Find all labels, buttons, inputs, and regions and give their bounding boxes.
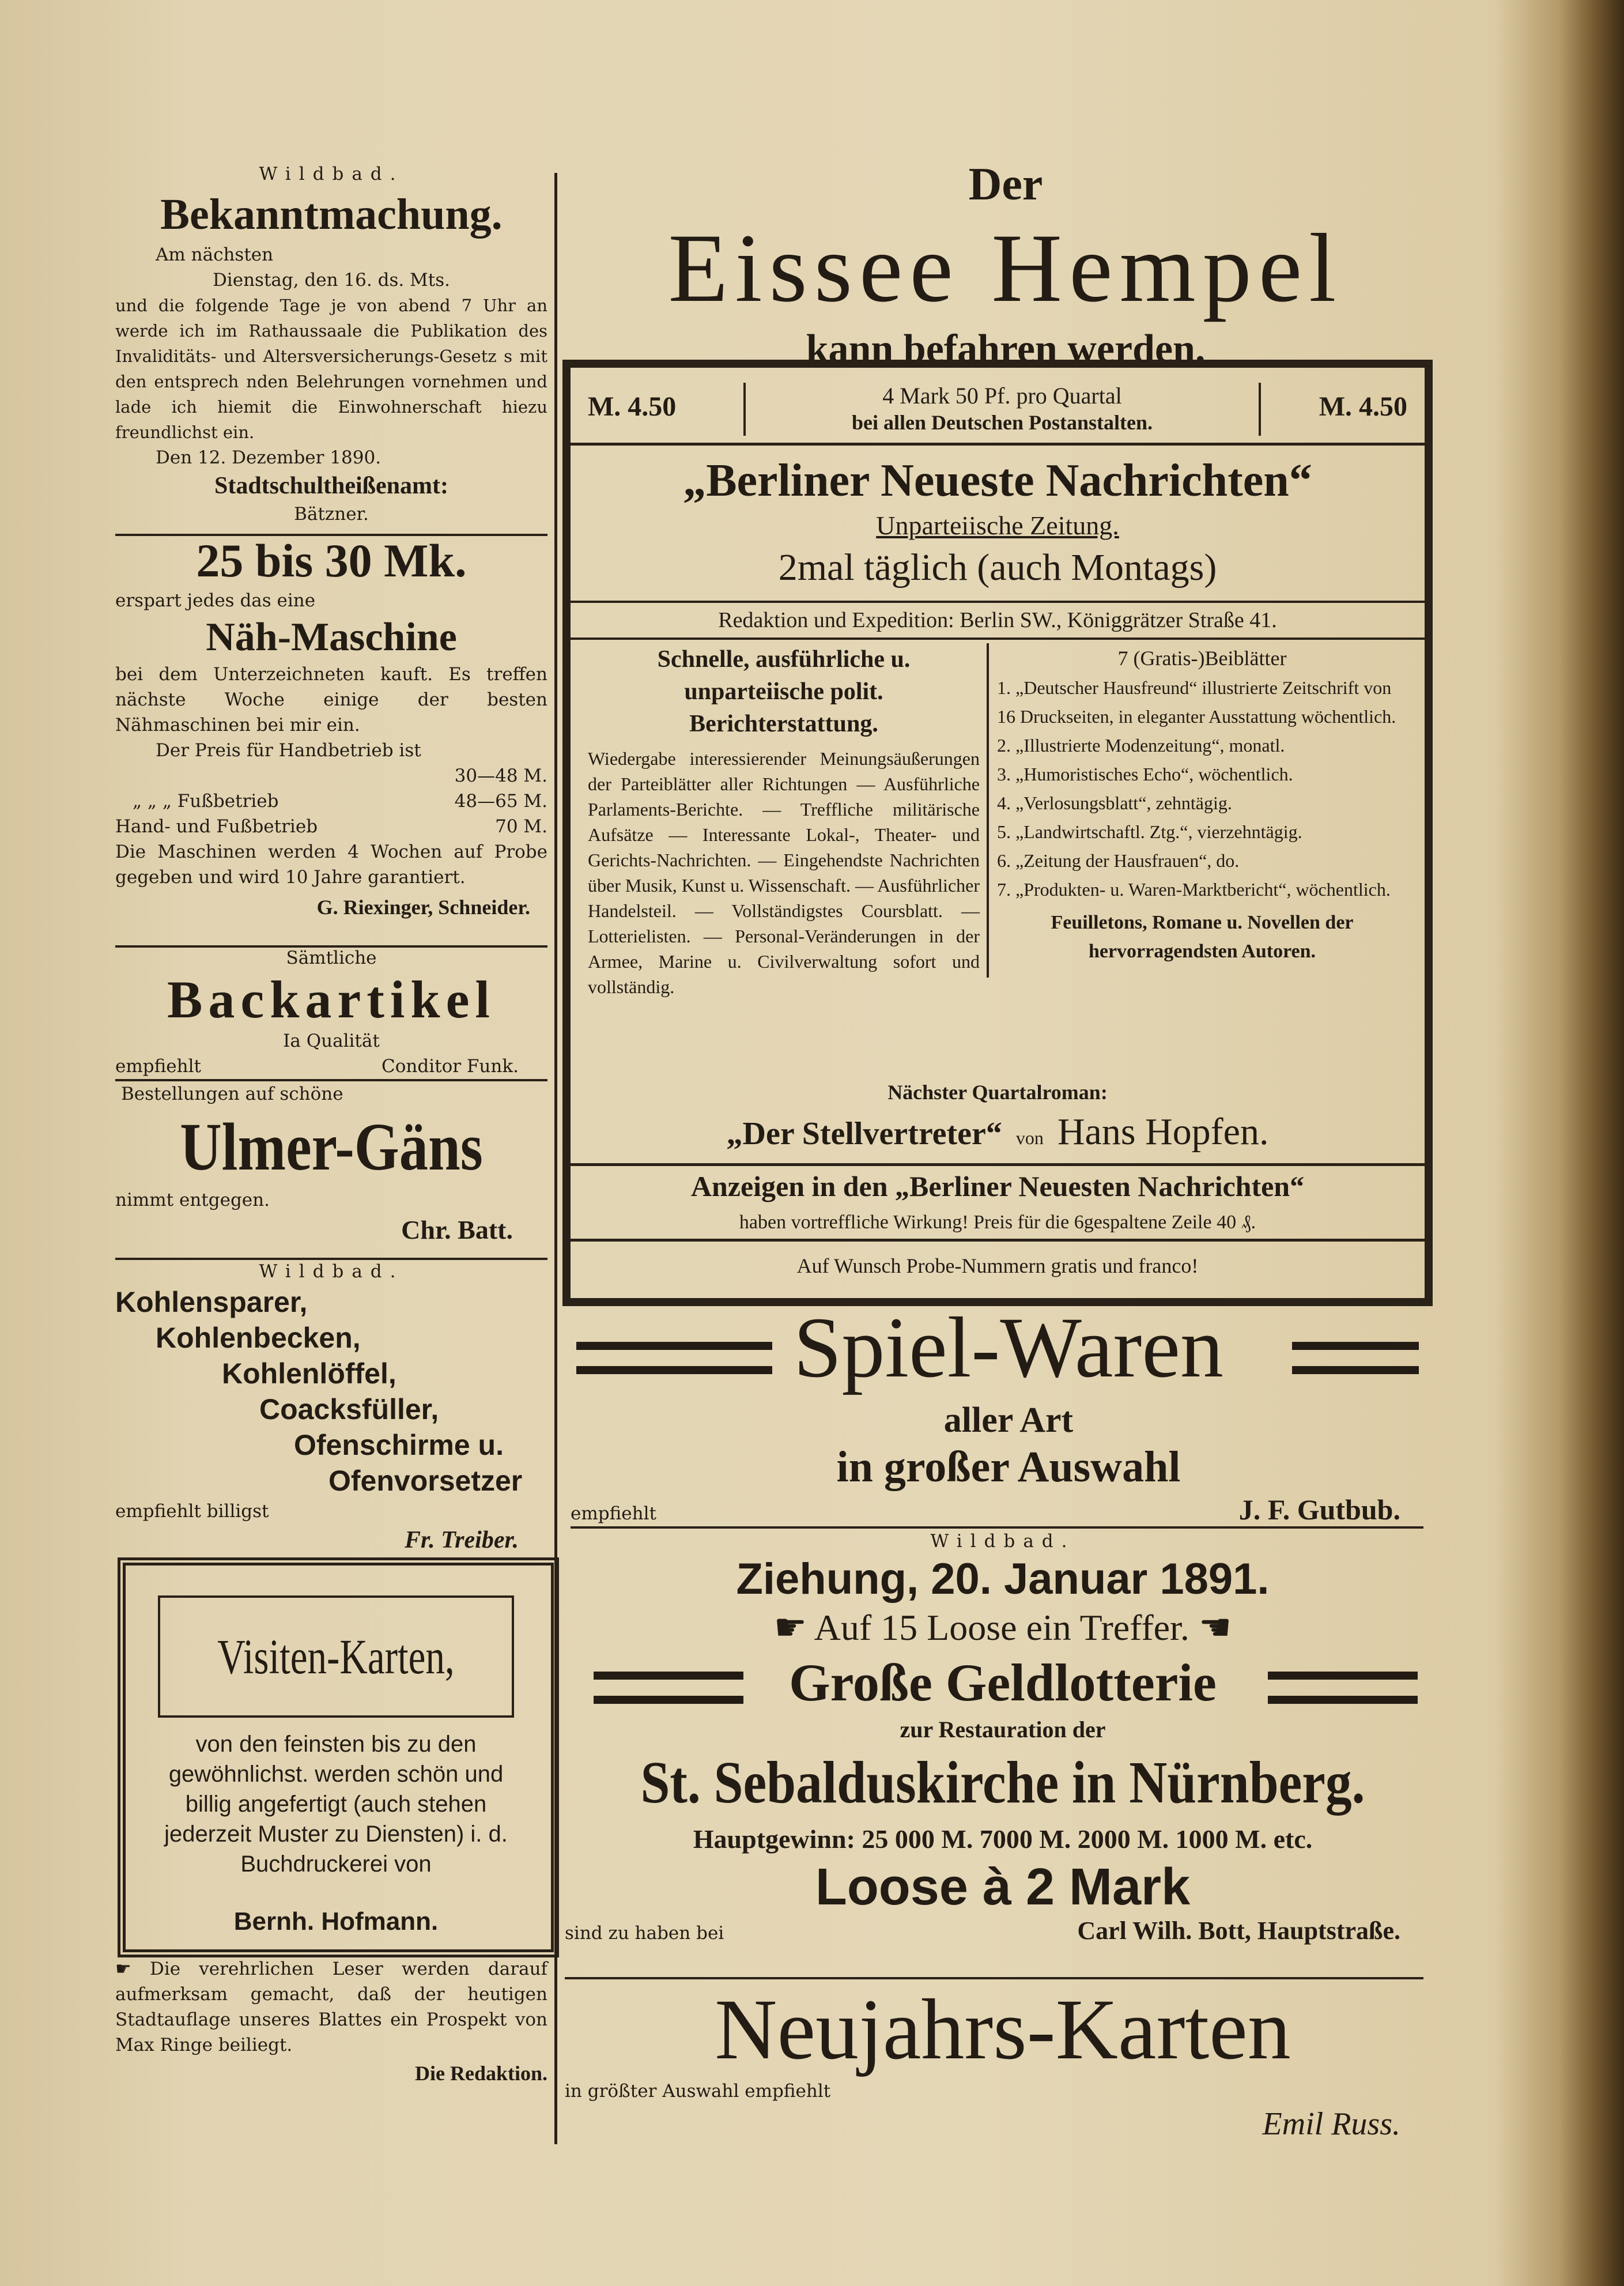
ad-title: Spiel-Waren <box>794 1300 1223 1395</box>
town-label: Wildbad. <box>930 1531 1075 1552</box>
ad-body: und die folgende Tage je von abend 7 Uhr an werde ich im Rathaussaale die Publikation des Invaliditäts- und Altersversicherungs-Gesetz s mit den entsprech nden Belehrungen vornehmen und lade ich hiemit die Einwohnerschaft hiezu freundlichst ein. <box>115 296 547 442</box>
col-divider <box>987 643 989 978</box>
feuilleton-note: Feuilletons, Romane u. Novellen der hervorragendsten Autoren. <box>1051 912 1354 962</box>
ad-title: Eissee Hempel <box>668 214 1343 322</box>
pointing-hand-icon: ☛ <box>773 1606 807 1649</box>
notice-body <box>115 1956 547 2058</box>
ad-title: Ulmer-Gäns <box>180 1109 483 1185</box>
price-label: Hand- und Fußbetrieb <box>115 816 318 837</box>
price-row <box>571 379 1425 446</box>
col-right <box>997 643 1407 966</box>
paper-frequency: 2mal täglich (auch Montags) <box>778 546 1217 589</box>
roman-line <box>571 1109 1425 1165</box>
ad-title: Bekanntmachung. <box>160 190 503 239</box>
title-frame <box>158 1595 514 1718</box>
item-line: Kohlenbecken, <box>156 1322 361 1354</box>
notice-prospekt <box>115 1956 547 2089</box>
price-value: 70 M. <box>495 816 547 837</box>
ad-text: Der <box>968 159 1043 210</box>
lotterie-kirche: St. Sebalduskirche in Nürnberg. <box>640 1749 1365 1816</box>
ad-date: Den 12. Dezember 1890. <box>156 447 382 468</box>
roman-title: „Der Stellvertreter“ <box>726 1116 1002 1152</box>
ad-title: Backartikel <box>167 970 496 1029</box>
ad-footer <box>565 1916 1441 1946</box>
col-left <box>588 643 980 999</box>
paper-subtitle: Unparteiische Zeitung. <box>876 511 1119 540</box>
ad-title: Neujahrs-Karten <box>715 1982 1291 2077</box>
pointing-hand-icon: ☛ <box>115 1959 131 1979</box>
ad-text: kann befahren werden. <box>806 327 1206 371</box>
price-label: „ „ „ Fußbetrieb <box>133 791 279 812</box>
ad-footer <box>571 1493 1447 1526</box>
ad-kohlen <box>115 1259 547 1556</box>
beiblatt-item: 3. „Humoristisches Echo“, wöchentlich. <box>997 764 1293 784</box>
beiblatt-item: 5. „Landwirtschaftl. Ztg.“, vierzehntägig. <box>997 821 1302 842</box>
ad-visitenkarten <box>118 1557 559 1957</box>
ad-signature: J. F. Gutbub. <box>1238 1493 1400 1526</box>
ad-signature: Emil Russ. <box>1262 2106 1400 2142</box>
ad-body: von den feinsten bis zu den gewöhnlichst. werden schön und billig angefertigt (auch stehen jederzeit Muster zu Diensten) i. d. Buchdruckerei von <box>164 1732 508 1877</box>
ad-office: Stadtschultheißenamt: <box>214 473 449 499</box>
ad-text: empfiehlt <box>115 1056 201 1077</box>
price-line <box>115 789 547 814</box>
anzeigen-section <box>571 1163 1425 1242</box>
item-line: Ofenschirme u. <box>294 1429 504 1461</box>
lotterie-date: Ziehung, 20. Januar 1891. <box>736 1555 1270 1604</box>
probe-note: Auf Wunsch Probe-Nummern gratis und franco! <box>796 1254 1199 1277</box>
price-left: M. 4.50 <box>588 391 677 422</box>
col-body: Wiedergabe interessierender Meinungsäußerungen der Parteiblätter aller Richtungen — Ausführliche Parlaments-Berichte. — Treffliche militärische Aufsätze — Interessante Lokal-, Theater- und Gerichts-Nachrichten. — Eingehendste Nachrichten über Musik, Kunst u. Wissenschaft. — Ausführlicher Handelsteil. — Vollständigstes Coursblatt. — Lotterielisten. — Personal-Veränderungen in der Armee, Marine u. Civilverwaltung sofort und vollständig. <box>588 748 980 997</box>
ad-body: bei dem Unterzeichneten kauft. Es treffen nächste Woche einige der besten Nähmaschinen bei mir ein. <box>115 664 547 735</box>
ad-text: Dienstag, den 16. ds. Mts. <box>212 270 451 291</box>
ad-text: Ia Qualität <box>283 1031 380 1051</box>
ad-text: Sämtliche <box>286 948 377 968</box>
price-middle <box>743 383 1261 436</box>
item-line: Coacksfüller, <box>259 1393 439 1425</box>
lotterie-hauptgewinn: Hauptgewinn: 25 000 M. 7000 M. 2000 M. 1000 M. etc. <box>693 1824 1313 1854</box>
ad-headline: 25 bis 30 Mk. <box>196 534 467 587</box>
price-text: bei allen Deutschen Postanstalten. <box>852 411 1153 434</box>
town-label: Wildbad. <box>259 164 404 184</box>
town-label: Wildbad. <box>259 1261 404 1282</box>
anzeigen-title: Anzeigen in den „Berliner Neuesten Nachrichten“ <box>690 1170 1305 1202</box>
ad-naehmaschine <box>115 534 547 925</box>
ad-spielwaren <box>571 1296 1447 1526</box>
ad-signature: Carl Wilh. Bott, Hauptstraße. <box>1077 1917 1400 1945</box>
ad-eissee <box>571 156 1441 376</box>
ad-berliner-nachrichten <box>562 360 1433 1306</box>
ad-text: sind zu haben bei <box>565 1923 724 1944</box>
ad-body: Die Maschinen werden 4 Wochen auf Probe gegeben und wird 10 Jahre garantiert. <box>115 842 547 888</box>
ad-title: Visiten-Karten, <box>217 1629 455 1684</box>
item-line: Kohlenlöffel, <box>222 1357 396 1390</box>
col-head: 7 (Gratis-)Beiblätter <box>1117 647 1287 670</box>
roman-author: Hans Hopfen. <box>1057 1111 1269 1153</box>
price-right: M. 4.50 <box>1319 391 1407 422</box>
ad-signature: Chr. Batt. <box>401 1215 513 1244</box>
ad-signature: Conditor Funk. <box>382 1056 519 1077</box>
ad-text: erspart jedes das eine <box>115 590 316 611</box>
price-line: 30—48 M. <box>454 765 547 786</box>
item-line: Ofenvorsetzer <box>328 1465 523 1497</box>
beiblatt-item: 6. „Zeitung der Hausfrauen“, do. <box>997 850 1240 871</box>
ad-text: empfiehlt billigst <box>115 1501 269 1522</box>
price-line <box>115 814 547 839</box>
ad-bekanntmachung <box>115 161 547 527</box>
ad-text: aller Art <box>943 1401 1074 1440</box>
col-head: Schnelle, ausführliche u. unparteiische polit. Berichterstattung. <box>657 646 911 737</box>
ad-text: Bestellungen auf schöne <box>121 1084 343 1104</box>
notice-signature: Die Redaktion. <box>414 2062 547 2085</box>
ad-footer <box>115 1054 547 1079</box>
ad-lotterie <box>565 1529 1441 1946</box>
ad-ulmer-gaens <box>115 1081 547 1247</box>
divider <box>565 1977 1423 1979</box>
price-text: 4 Mark 50 Pf. pro Quartal <box>882 383 1122 409</box>
beiblatt-item: 2. „Illustrierte Modenzeitung“, monatl. <box>997 735 1285 756</box>
ad-text: in großer Auswahl <box>836 1443 1181 1491</box>
ad-neujahrskarten <box>565 1981 1441 2144</box>
beiblatt-item: 4. „Verlosungsblatt“, zehntägig. <box>997 793 1232 813</box>
ad-signature: Bätzner. <box>294 504 369 525</box>
ad-backartikel <box>115 945 547 1079</box>
ad-signature: Bernh. Hofmann. <box>233 1907 439 1936</box>
pointing-hand-icon: ☚ <box>1198 1606 1232 1649</box>
roman-von: von <box>1015 1127 1044 1148</box>
paper-address: Redaktion und Expedition: Berlin SW., Königgrätzer Straße 41. <box>571 601 1425 640</box>
price-value: 48—65 M. <box>454 791 547 812</box>
ad-signature: G. Riexinger, Schneider. <box>316 896 530 919</box>
lotterie-treffer-line <box>565 1605 1441 1651</box>
lotterie-title: Große Geldlotterie <box>789 1653 1217 1712</box>
lotterie-treffer: Auf 15 Loose ein Treffer. <box>814 1607 1189 1648</box>
lotterie-loose: Loose à 2 Mark <box>815 1858 1191 1916</box>
ad-text: empfiehlt <box>571 1503 656 1524</box>
anzeigen-text: haben vortreffliche Wirkung! Preis für die 6gespaltene Zeile 40 ₰. <box>739 1212 1256 1233</box>
ad-text: Am nächsten <box>156 244 274 265</box>
ad-title: Näh-Maschine <box>206 615 457 659</box>
ad-signature: Fr. Treiber. <box>405 1527 519 1553</box>
ad-text: Der Preis für Handbetrieb ist <box>156 740 421 761</box>
beiblatt-item: 1. „Deutscher Hausfreund“ illustrierte Zeitschrift von 16 Druckseiten, in eleganter Ausstattung wöchentlich. <box>997 677 1396 727</box>
ad-text: in größter Auswahl empfiehlt <box>565 2081 831 2102</box>
ad-text: nimmt entgegen. <box>115 1190 270 1210</box>
beiblatt-item: 7. „Produkten- u. Waren-Marktbericht“, wöchentlich. <box>997 879 1391 900</box>
roman-head: Nächster Quartalroman: <box>887 1081 1108 1104</box>
paper-title: „Berliner Neueste Nachrichten“ <box>683 455 1312 506</box>
ad-text: zur Restauration der <box>900 1717 1106 1742</box>
item-line: Kohlensparer, <box>115 1286 308 1318</box>
notice-text: Die verehrlichen Leser werden darauf aufmerksam gemacht, daß der heutigen Stadtauflage unseres Blattes ein Prospekt von Max Ringe beiliegt. <box>115 1959 548 2055</box>
